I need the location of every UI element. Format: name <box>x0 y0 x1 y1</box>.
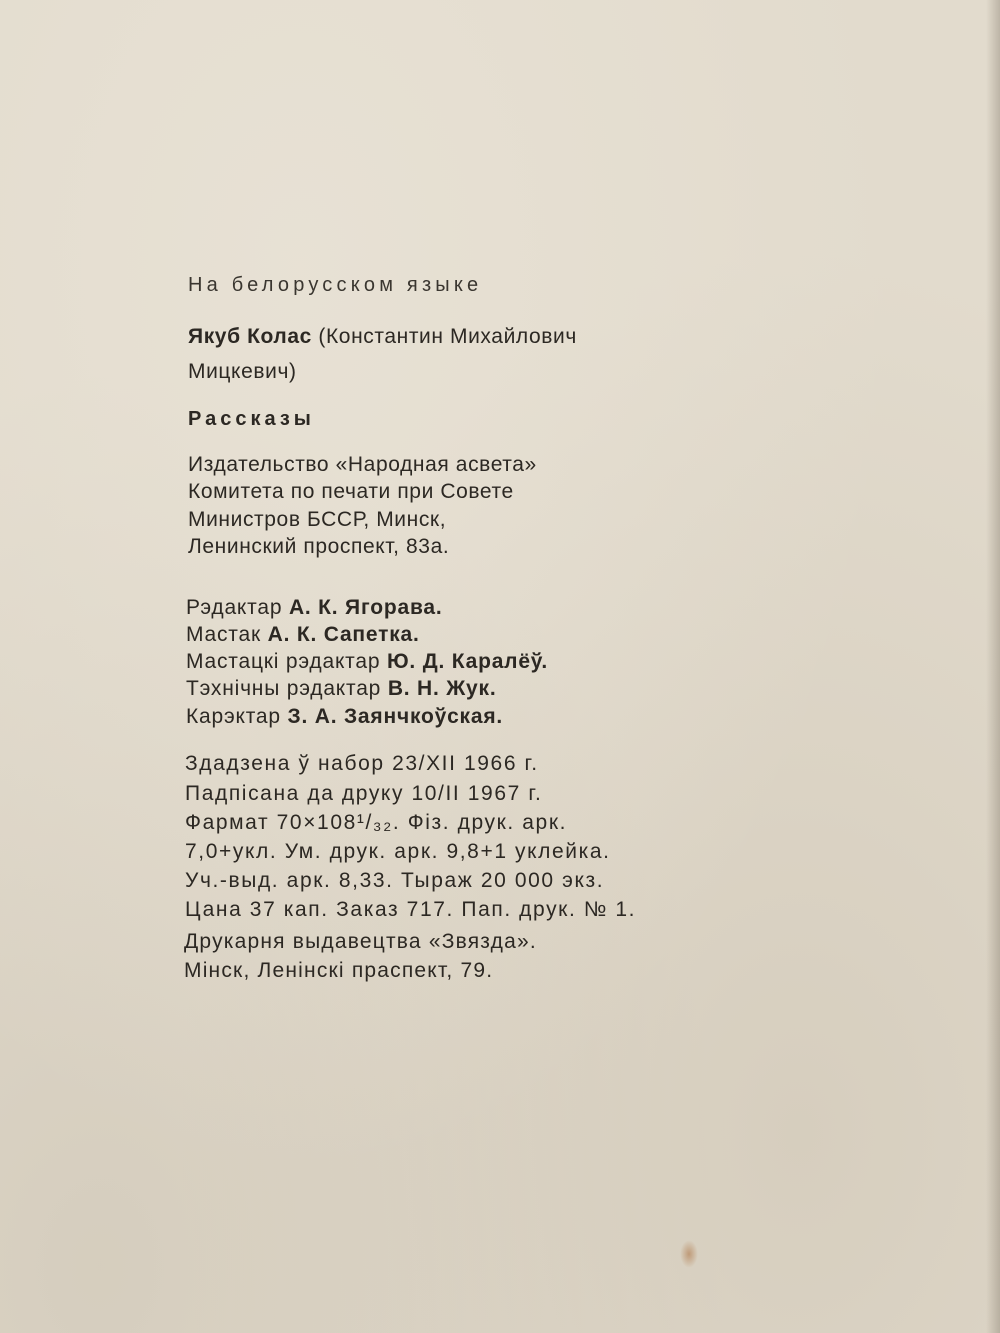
printer-line: Друкарня выдавецтва «Звязда». <box>184 930 537 953</box>
credit-editor <box>186 596 443 620</box>
imprint-line: Здадзена ў набор 23/XII 1966 г. <box>185 752 539 775</box>
credit-name: З. А. Заянчкоўская. <box>287 705 504 728</box>
author-real-name-part1: (Константин Михайлович <box>318 325 577 348</box>
credit-role: Мастацкі рэдактар <box>186 650 381 673</box>
paper-stain <box>680 1240 698 1268</box>
credit-name: А. К. Ягорава. <box>288 596 443 619</box>
author-line-1 <box>188 325 577 349</box>
credit-name: В. Н. Жук. <box>387 677 497 700</box>
credit-proofreader <box>186 705 503 729</box>
credit-art-editor <box>186 650 548 674</box>
imprint-line: Фармат 70×108¹/₃₂. Фіз. друк. арк. <box>185 811 568 834</box>
imprint-line: Уч.-выд. арк. 8,33. Тыраж 20 000 экз. <box>185 869 605 892</box>
publisher-line: Министров БССР, Минск, <box>188 508 447 531</box>
imprint-line: 7,0+укл. Ум. друк. арк. 9,8+1 уклейка. <box>185 840 611 863</box>
credit-role: Мастак <box>186 623 261 646</box>
imprint-line: Падпісана да друку 10/II 1967 г. <box>185 782 543 805</box>
book-title: Рассказы <box>188 408 315 430</box>
author-real-name-part2: Мицкевич) <box>188 360 297 383</box>
credit-role: Рэдактар <box>186 596 283 619</box>
author-name: Якуб Колас <box>188 325 312 348</box>
page-edge-shadow <box>986 0 1000 1333</box>
credit-artist <box>186 623 420 647</box>
printer-line: Мінск, Ленінскі праспект, 79. <box>184 959 494 982</box>
credit-name: А. К. Сапетка. <box>267 623 420 646</box>
language-note: На белорусском языке <box>188 274 483 296</box>
publisher-line: Комитета по печати при Совете <box>188 480 514 503</box>
publisher-line: Издательство «Народная асвета» <box>188 453 537 476</box>
imprint-line: Цана 37 кап. Заказ 717. Пап. друк. № 1. <box>185 898 637 921</box>
credit-tech-editor <box>186 677 497 701</box>
credit-role: Карэктар <box>186 705 281 728</box>
publisher-line: Ленинский проспект, 83а. <box>188 535 450 558</box>
credit-role: Тэхнічны рэдактар <box>186 677 382 700</box>
credit-name: Ю. Д. Каралёў. <box>386 650 549 673</box>
